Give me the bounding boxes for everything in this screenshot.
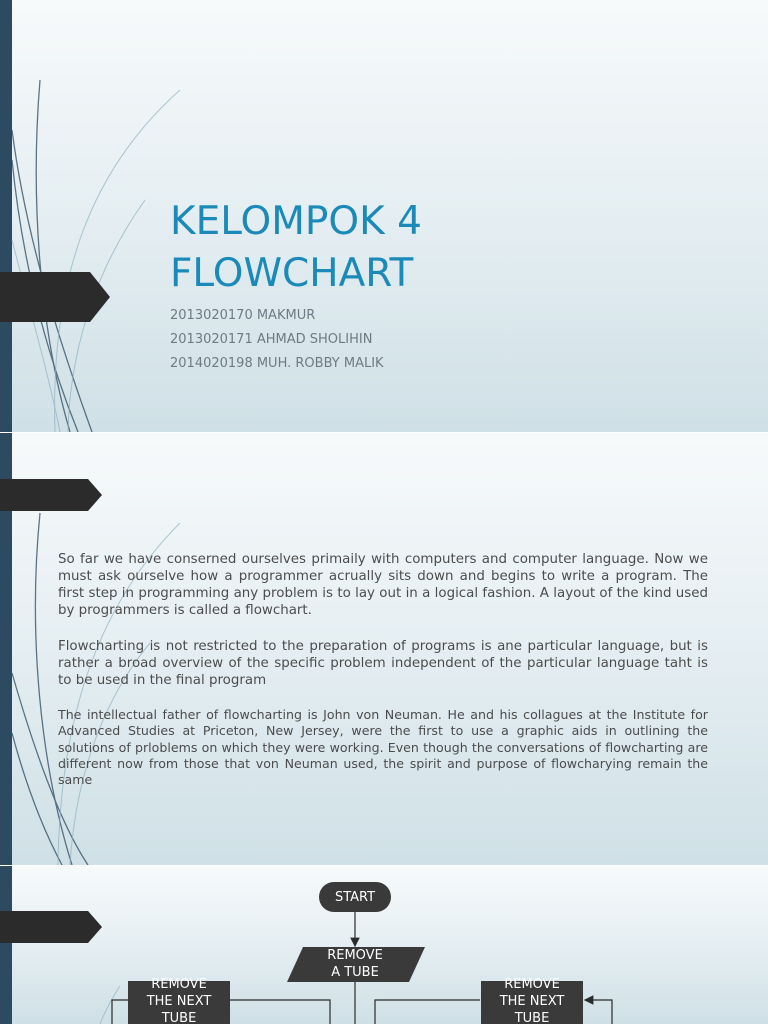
section-tab-arrow xyxy=(0,479,104,511)
connector-left-loop xyxy=(112,1000,128,1024)
remove-tube-line-2: A TUBE xyxy=(331,965,379,980)
right-box-line-3: TUBE xyxy=(514,1011,550,1024)
remove-tube-label xyxy=(295,947,415,981)
text-slide xyxy=(0,433,768,865)
paragraph: The intellectual father of flowcharting is John von Neuman. He and his collagues at the Institute for Advanced Studies at Priceton, New Jersey, were the first to use a graphic aids in outlining the solutions of prloblems on which they were working. Even though the conversations of flowcharting are different now from those that von Neuman used, the spirit and purpose of flowcharying remain the same xyxy=(58,707,708,788)
member-list xyxy=(170,304,384,376)
left-box-label xyxy=(128,976,230,1024)
left-box-line-2: THE NEXT xyxy=(146,994,212,1009)
title-slide xyxy=(0,0,768,432)
paragraph: So far we have conserned ourselves primaily with computers and computer language. Now we must ask ourselve how a programmer acrually sits down and begins to write a program. The first step in programming any problem is to lay out in a logical fashion. A layout of the kind used by programmers is called a flowchart. xyxy=(58,552,708,618)
title-line-1: KELOMPOK 4 xyxy=(170,199,422,244)
start-label: START xyxy=(334,890,376,905)
presentation-title xyxy=(170,196,422,300)
flowchart-slide xyxy=(0,866,768,1024)
right-box-label xyxy=(481,976,583,1024)
member-item: 2013020171 AHMAD SHOLIHIN xyxy=(170,332,373,347)
paragraph: Flowcharting is not restricted to the preparation of programs is ane particular language, but is rather a broad overview of the specific problem independent of the particular language taht is to be used in the final program xyxy=(58,639,708,688)
right-box-line-1: REMOVE xyxy=(504,977,560,992)
member-item: 2014020198 MUH. ROBBY MALIK xyxy=(170,356,384,371)
body-text xyxy=(58,551,708,788)
left-box-line-3: TUBE xyxy=(161,1011,197,1024)
remove-tube-line-1: REMOVE xyxy=(327,948,383,963)
connector-right-loop xyxy=(585,1000,612,1024)
section-tab-arrow xyxy=(0,272,112,322)
connector-right-box xyxy=(375,1000,480,1024)
connector-left-box xyxy=(230,1000,330,1024)
left-box-line-1: REMOVE xyxy=(151,977,207,992)
right-box-line-2: THE NEXT xyxy=(499,994,565,1009)
title-line-2: FLOWCHART xyxy=(170,251,414,296)
member-item: 2013020170 MAKMUR xyxy=(170,308,316,323)
